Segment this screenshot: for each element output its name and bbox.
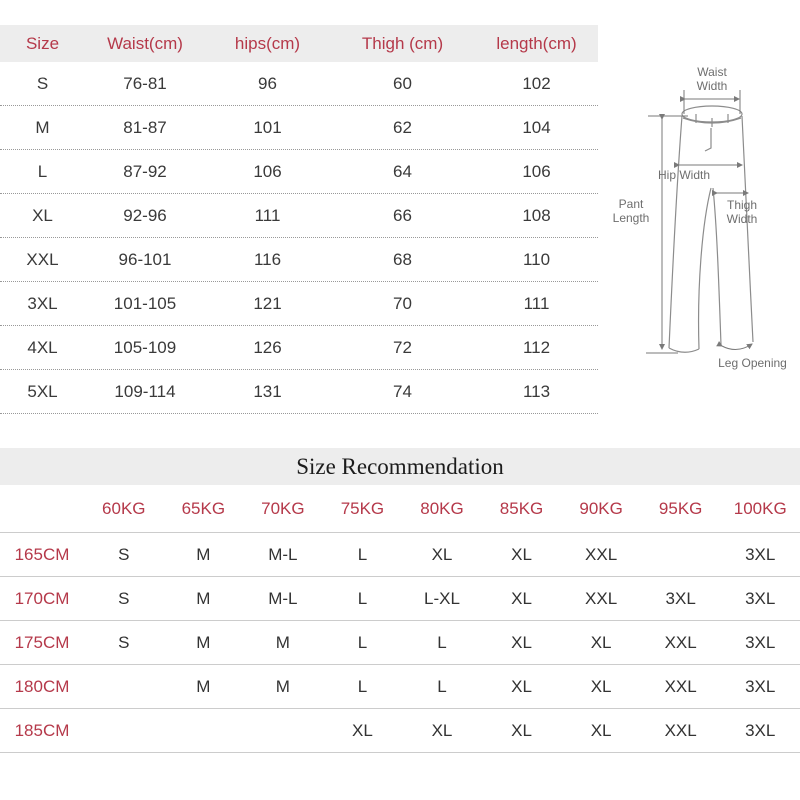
- weight-header-90kg: 90KG: [579, 498, 623, 518]
- size-cell: XL: [431, 544, 453, 564]
- measurement-table: [0, 25, 598, 414]
- size-label: 4XL: [27, 337, 58, 357]
- weight-header-100kg: 100KG: [733, 498, 787, 518]
- size-cell: 3XL: [665, 588, 696, 608]
- size-cell: S: [118, 544, 130, 564]
- height-label: 175CM: [14, 632, 70, 652]
- height-label: 165CM: [14, 544, 70, 564]
- weight-header-row: [0, 485, 800, 533]
- size-cell: XXL: [664, 676, 697, 696]
- size-cell: XL: [590, 676, 612, 696]
- hips-value: 111: [254, 205, 281, 225]
- pant-length-label: Pant Length: [612, 197, 650, 225]
- size-cell: 3XL: [745, 588, 776, 608]
- thigh-value: 62: [393, 117, 412, 137]
- thigh-value: 60: [393, 73, 412, 93]
- hip-width-label: Hip Width: [658, 168, 711, 182]
- hips-value: 116: [253, 249, 282, 269]
- hips-value: 121: [253, 293, 282, 313]
- waist-value: 76-81: [123, 73, 167, 93]
- size-cell: M: [275, 676, 290, 696]
- weight-header-60kg: 60KG: [102, 498, 146, 518]
- length-value: 111: [523, 293, 550, 313]
- measurement-table-header-row: [0, 25, 598, 62]
- size-label: S: [36, 73, 49, 93]
- thigh-value: 74: [393, 381, 412, 401]
- size-cell: M: [196, 676, 211, 696]
- recommendation-row: [0, 533, 800, 577]
- table-row: [0, 326, 598, 370]
- length-value: 106: [522, 161, 551, 181]
- weight-header-95kg: 95KG: [658, 498, 703, 518]
- thigh-value: 66: [393, 205, 412, 225]
- size-label: M: [35, 117, 50, 137]
- length-value: 110: [522, 249, 551, 269]
- size-cell: 3XL: [745, 632, 776, 652]
- length-value: 108: [522, 205, 551, 225]
- weight-header-70kg: 70KG: [261, 498, 305, 518]
- size-cell: 3XL: [745, 676, 776, 696]
- recommendation-row: [0, 621, 800, 665]
- table-row: [0, 370, 598, 414]
- size-label: 3XL: [27, 293, 58, 313]
- size-cell: XL: [511, 676, 532, 696]
- size-cell: L: [357, 676, 368, 696]
- thigh-value: 68: [393, 249, 412, 269]
- size-cell: XL: [511, 632, 532, 652]
- recommendation-row: [0, 577, 800, 621]
- waist-value: 109-114: [114, 381, 176, 401]
- size-cell: M-L: [268, 588, 298, 608]
- column-header-waist: Waist(cm): [107, 33, 183, 53]
- size-cell: XXL: [664, 632, 697, 652]
- size-cell: XXL: [664, 720, 697, 740]
- size-cell: L: [357, 588, 368, 608]
- size-recommendation-section: [0, 448, 800, 753]
- height-label: 170CM: [14, 588, 70, 608]
- table-row: [0, 238, 598, 282]
- size-cell: S: [118, 632, 130, 652]
- length-value: 102: [522, 73, 551, 93]
- size-cell: XL: [511, 720, 532, 740]
- weight-header-75kg: 75KG: [340, 498, 385, 518]
- thigh-value: 72: [393, 337, 412, 357]
- waist-value: 96-101: [118, 249, 172, 269]
- table-row: [0, 62, 598, 106]
- waist-width-label: Waist Width: [696, 65, 728, 93]
- size-cell: L: [437, 676, 447, 696]
- size-recommendation-title: Size Recommendation: [0, 448, 800, 485]
- thigh-value: 64: [393, 161, 412, 181]
- weight-header-80kg: 80KG: [420, 498, 464, 518]
- height-label: 180CM: [14, 676, 70, 696]
- hips-value: 106: [253, 161, 282, 181]
- waist-value: 92-96: [123, 205, 167, 225]
- size-cell: 3XL: [745, 720, 776, 740]
- size-cell: XL: [590, 632, 612, 652]
- size-cell: S: [118, 588, 130, 608]
- hips-value: 101: [253, 117, 282, 137]
- waist-value: 101-105: [113, 293, 177, 313]
- column-header-thigh: Thigh (cm): [361, 33, 444, 53]
- column-header-hips: hips(cm): [234, 33, 301, 53]
- size-cell: M: [275, 632, 290, 652]
- size-cell: M: [196, 544, 211, 564]
- size-cell: XL: [352, 720, 373, 740]
- hips-value: 96: [258, 73, 277, 93]
- leg-opening-label: Leg Opening: [718, 356, 787, 370]
- table-row: [0, 106, 598, 150]
- size-cell: XL: [431, 720, 453, 740]
- size-cell: XXL: [585, 544, 618, 564]
- size-cell: L-XL: [424, 588, 460, 608]
- column-header-size: Size: [25, 33, 60, 53]
- size-label: XXL: [26, 249, 59, 269]
- weight-header-85kg: 85KG: [499, 498, 544, 518]
- size-cell: M: [196, 632, 211, 652]
- height-label: 185CM: [14, 720, 70, 740]
- length-value: 104: [522, 117, 551, 137]
- size-label: 5XL: [27, 381, 58, 401]
- size-label: XL: [32, 205, 53, 225]
- column-header-length: length(cm): [496, 33, 577, 53]
- size-cell: XL: [511, 588, 532, 608]
- length-value: 113: [522, 381, 551, 401]
- size-cell: M: [196, 588, 211, 608]
- recommendation-row: [0, 665, 800, 709]
- recommendation-row: [0, 709, 800, 753]
- table-row: [0, 282, 598, 326]
- pants-diagram: [600, 48, 800, 388]
- weight-header-65kg: 65KG: [181, 498, 226, 518]
- size-cell: L: [437, 632, 447, 652]
- thigh-width-label: Thigh Width: [726, 198, 758, 226]
- table-row: [0, 194, 598, 238]
- hips-value: 126: [253, 337, 282, 357]
- size-cell: L: [357, 632, 368, 652]
- length-value: 112: [522, 337, 551, 357]
- hips-value: 131: [253, 381, 282, 401]
- waist-value: 87-92: [123, 161, 167, 181]
- waist-value: 81-87: [123, 117, 167, 137]
- thigh-value: 70: [393, 293, 412, 313]
- waist-value: 105-109: [113, 337, 177, 357]
- size-cell: M-L: [268, 544, 298, 564]
- size-cell: XL: [590, 720, 612, 740]
- size-cell: 3XL: [745, 544, 776, 564]
- table-row: [0, 150, 598, 194]
- size-label: L: [37, 161, 48, 181]
- size-cell: XL: [511, 544, 532, 564]
- size-cell: XXL: [585, 588, 618, 608]
- size-cell: L: [357, 544, 368, 564]
